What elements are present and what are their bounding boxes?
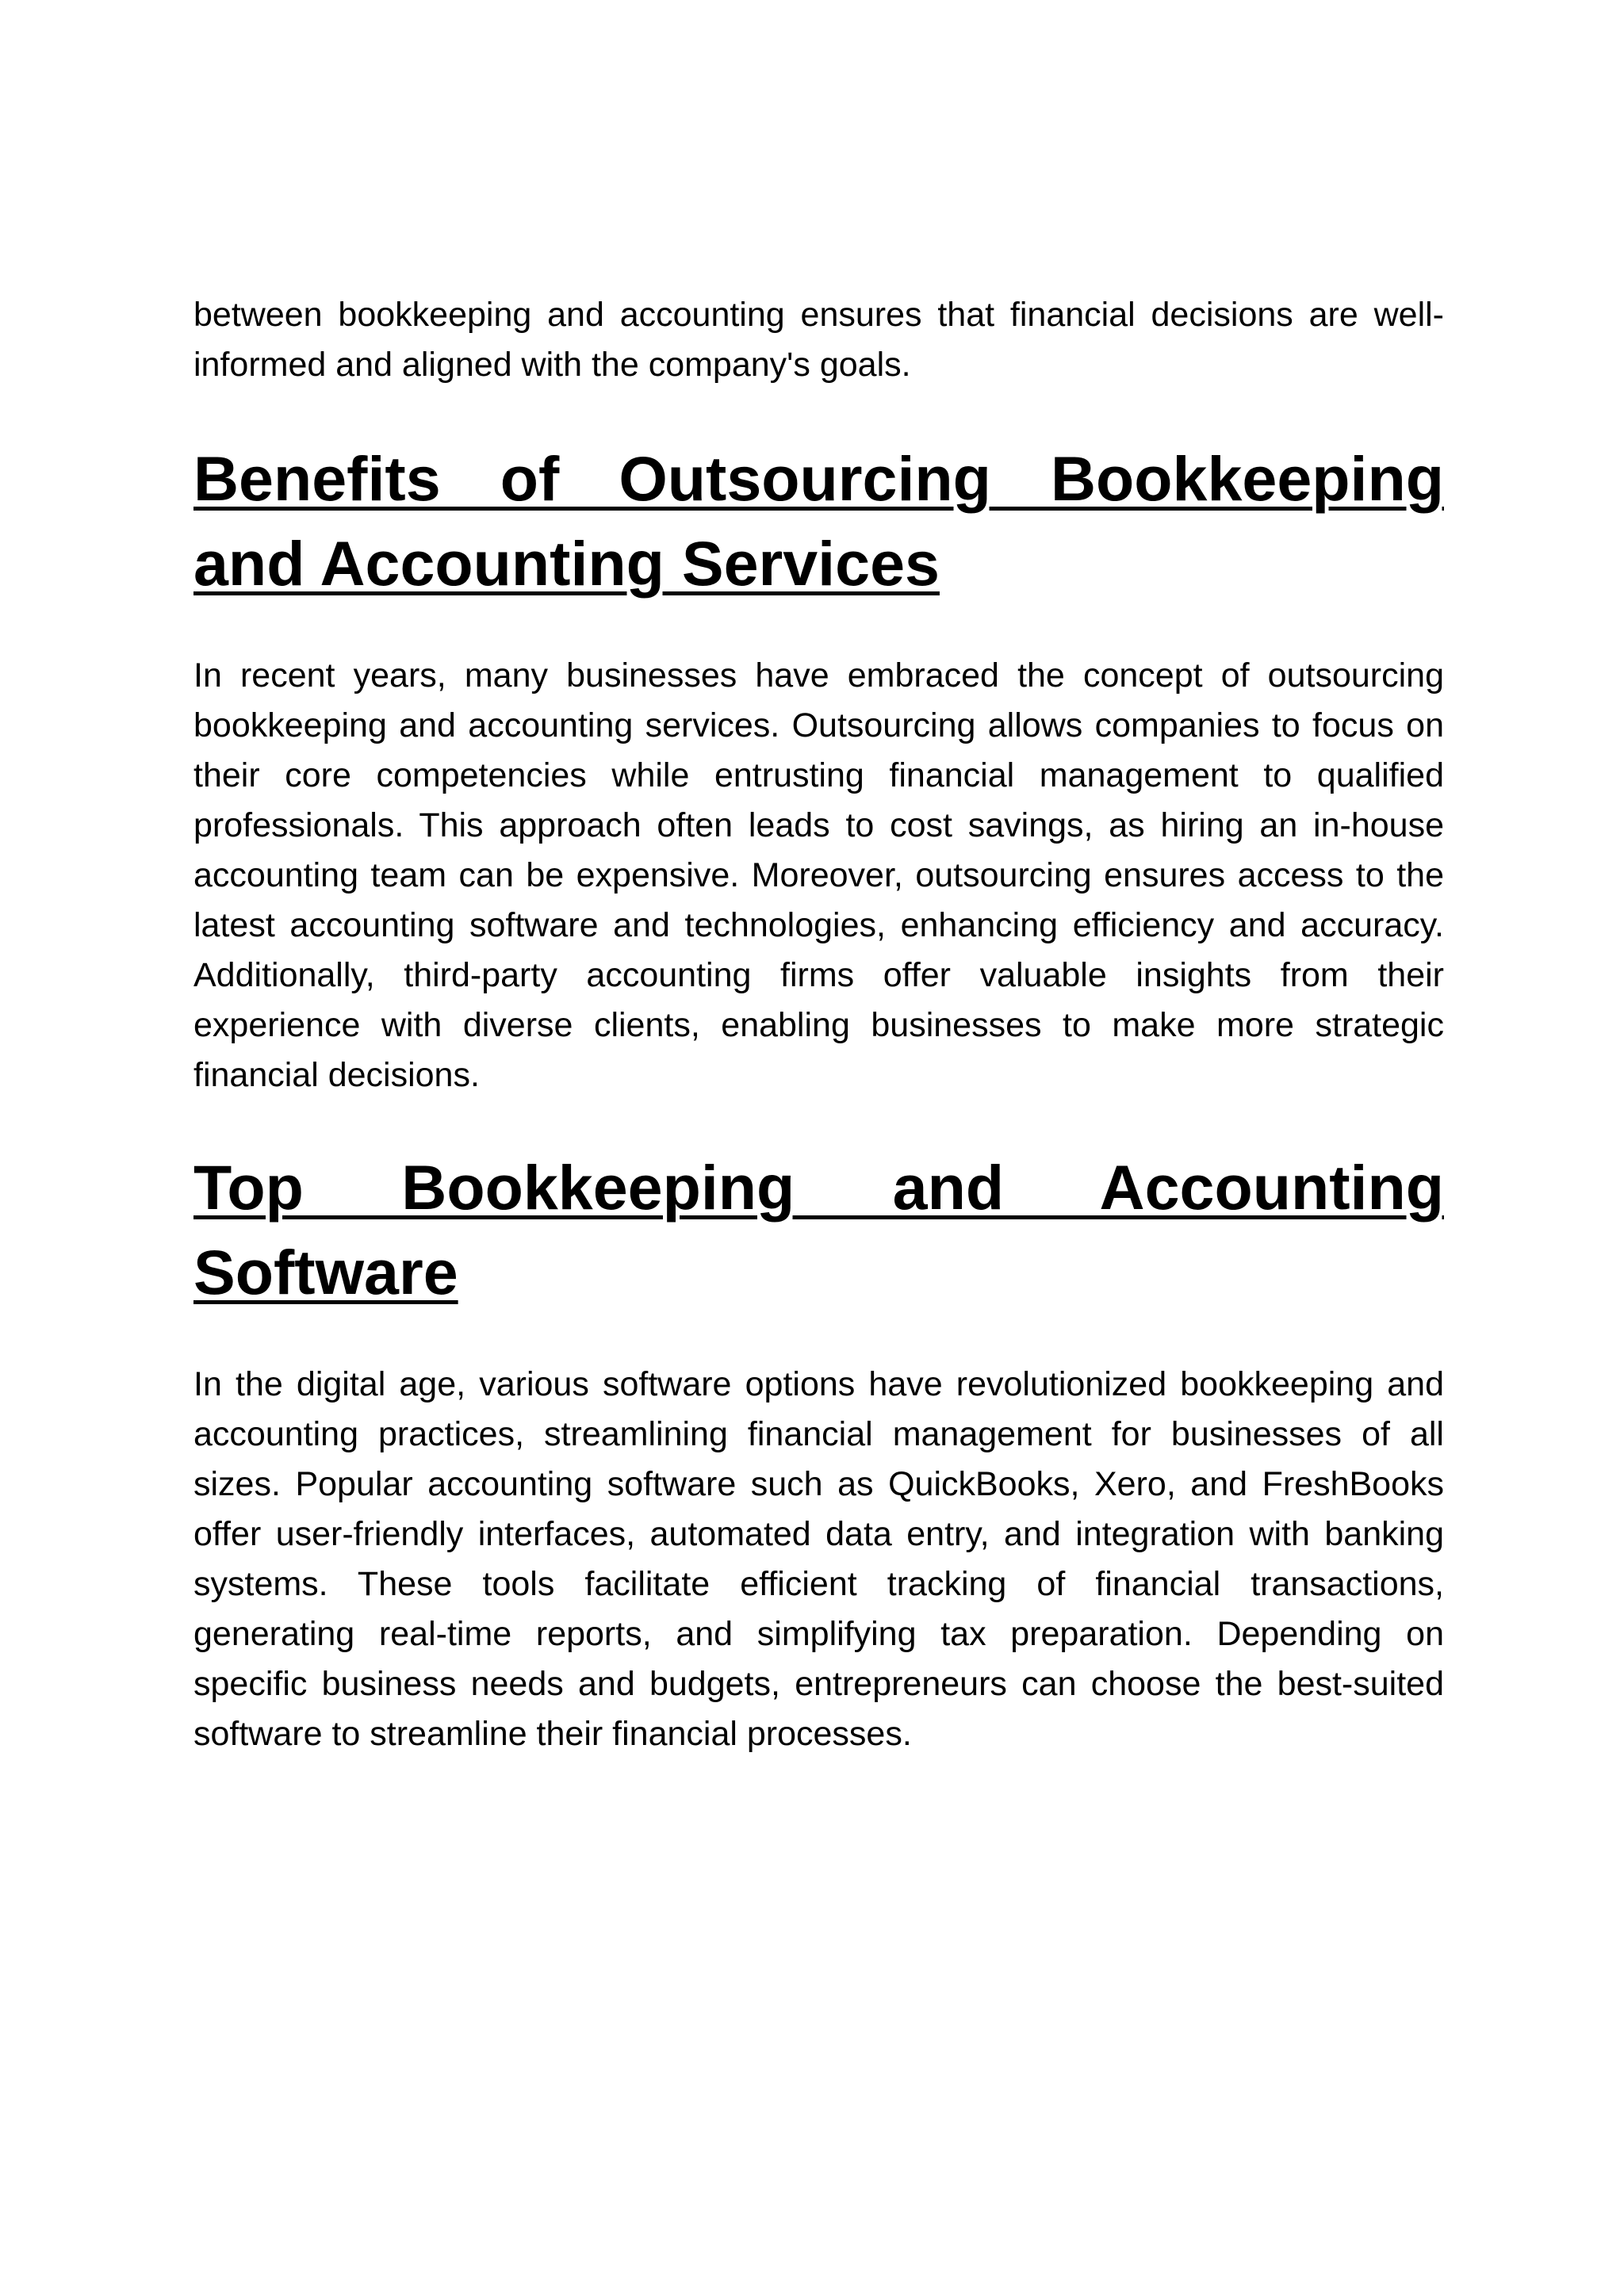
section-heading-benefits-of-outsourcing: Benefits of Outsourcing Bookkeeping and Accounting Services bbox=[193, 443, 1444, 599]
section-body-top-software: In the digital age, various software options have revolutionized bookkeeping and accounting practices, streamlining financial management for businesses of all sizes. Popular accounting software such as QuickBooks, Xero, and FreshBooks offer user-friendly interfaces, automated data entry, and integration with banking systems. These tools facilitate efficient tracking of financial transactions, generating real-time reports, and simplifying tax preparation. Depending on specific business needs and budgets, entrepreneurs can choose the best-suited software to streamline their financial processes. bbox=[193, 1365, 1444, 1753]
section-body-benefits-of-outsourcing: In recent years, many businesses have embraced the concept of outsourcing bookkeeping and accounting services. Outsourcing allows companies to focus on their core competencies while entrusting financial management to qualified professionals. This approach often leads to cost savings, as hiring an in-house accounting team can be expensive. Moreover, outsourcing ensures access to the latest accounting software and technologies, enhancing efficiency and accuracy. Additionally, third-party accounting firms offer valuable insights from their experience with diverse clients, enabling businesses to make more strategic financial decisions. bbox=[193, 656, 1444, 1094]
document-page bbox=[193, 290, 1444, 1759]
intro-paragraph: between bookkeeping and accounting ensures that financial decisions are well-informed and aligned with the company's goals. bbox=[193, 296, 1444, 384]
section-heading-top-software: Top Bookkeeping and Accounting Software bbox=[193, 1152, 1444, 1307]
